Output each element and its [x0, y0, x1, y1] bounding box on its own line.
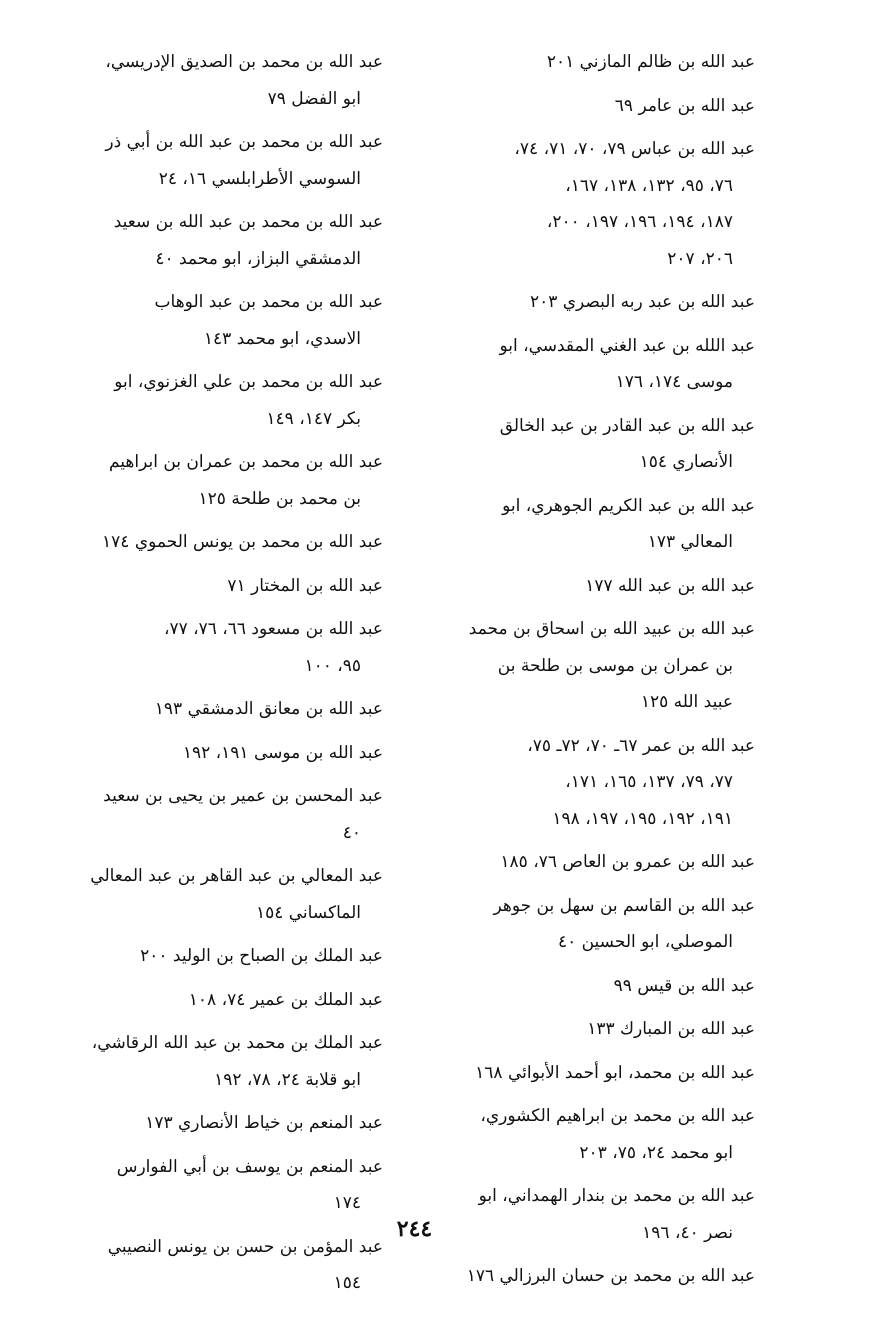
index-entry [73, 1025, 383, 1098]
entry-line: عبد الله بن محمد بن عمران بن ابراهيم [108, 452, 383, 472]
entry-line: عبد الله بن عبيد الله بن اسحاق بن محمد [468, 619, 755, 639]
entry-line: عبد الله بن عمرو بن العاص ٧٦، ١٨٥ [500, 852, 755, 872]
entry-line: عبد الله بن عامر ٦٩ [614, 95, 755, 116]
entry-line: عبد الله بن موسى ١٩١، ١٩٢ [182, 742, 383, 763]
entry-line: عبد الله بن محمد بن بندار الهمداني، ابو [478, 1186, 755, 1206]
index-entry [73, 691, 383, 728]
index-entry [435, 131, 755, 277]
index-entry [73, 44, 383, 117]
index-entry [73, 611, 383, 684]
entry-continuation-line: عبيد الله ١٢٥ [640, 692, 733, 712]
index-entry [435, 1011, 755, 1048]
entry-line: عبد اللله بن عبد الغني المقدسي، ابو [499, 335, 755, 356]
entry-continuation-line: الموصلي، ابو الحسين ٤٠ [557, 932, 733, 952]
entry-line: عبد الله بن المختار ٧١ [227, 575, 383, 596]
entry-line: عبد الله بن عبد الله ١٧٧ [585, 575, 755, 596]
index-entry [435, 284, 755, 321]
entry-continuation-line: ٧٦، ٩٥، ١٣٢، ١٣٨، ١٦٧، [565, 175, 733, 196]
index-entry [73, 735, 383, 772]
entry-continuation-line: ٩٥، ١٠٠ [304, 655, 361, 676]
entry-line: عبد الملك بن الصباح بن الوليد ٢٠٠ [140, 946, 383, 966]
index-entry [73, 938, 383, 975]
entry-continuation-line: ٧٧، ٧٩، ١٣٧، ١٦٥، ١٧١، [565, 772, 733, 792]
entry-continuation-line: موسى ١٧٤، ١٧٦ [615, 372, 733, 392]
entry-line: عبد الله بن معانق الدمشقي ١٩٣ [154, 699, 383, 719]
index-column-left [73, 44, 383, 1309]
entry-line: عبد الله بن القاسم بن سهل بن جوهر [493, 895, 755, 916]
index-entry [435, 611, 755, 721]
index-entry [73, 364, 383, 437]
entry-line: عبد الله بن قيس ٩٩ [613, 975, 755, 996]
entry-line: عبد المنعم بن خياط الأنصاري ١٧٣ [145, 1113, 383, 1133]
entry-continuation-line: ١٨٧، ١٩٤، ١٩٦، ١٩٧، ٢٠٠، [546, 212, 733, 232]
index-entry [435, 328, 755, 401]
entry-continuation-line: بن محمد بن طلحة ١٢٥ [198, 488, 361, 509]
entry-continuation-line: الماكساني ١٥٤ [255, 902, 361, 923]
entry-continuation-line: ٢٠٦، ٢٠٧ [667, 248, 733, 269]
page-number: ٢٤٤ [396, 1216, 433, 1242]
index-entry [73, 778, 383, 851]
index-entry [73, 858, 383, 931]
entry-continuation-line: ابو محمد ٢٤، ٧٥، ٢٠٣ [579, 1142, 733, 1163]
entry-line: عبد الله بن ظالم المازني ٢٠١ [546, 52, 755, 72]
entry-line: عبد الله بن محمد بن عبد الله بن أبي ذر [105, 132, 383, 152]
entry-continuation-line: الأنصاري ١٥٤ [639, 452, 733, 472]
index-entry [435, 844, 755, 881]
entry-continuation-line: نصر ٤٠، ١٩٦ [642, 1222, 733, 1243]
entry-line: عبد الله بن محمد بن حسان البرزالي ١٧٦ [466, 1266, 755, 1286]
entry-line: عبد المؤمن بن حسن بن يونس النصيبي [107, 1236, 383, 1257]
index-entry [435, 88, 755, 125]
index-entry [73, 284, 383, 357]
entry-continuation-line: الدمشقي البزاز، ابو محمد ٤٠ [155, 248, 361, 269]
entry-line: عبد الله بن عمر ٦٧ـ ٧٠، ٧٢ـ ٧٥، [527, 735, 755, 756]
index-entry [435, 568, 755, 605]
entry-continuation-line: بكر ١٤٧، ١٤٩ [266, 408, 361, 429]
entry-line: عبد الله بن المبارك ١٣٣ [587, 1019, 755, 1039]
entry-line: عبد الله بن عبد الكريم الجوهري، ابو [502, 495, 755, 516]
index-entry [435, 408, 755, 481]
index-entry [73, 982, 383, 1019]
index-entry [435, 44, 755, 81]
index-entry [73, 204, 383, 277]
entry-continuation-line: ٤٠ [342, 822, 361, 843]
index-entry [435, 968, 755, 1005]
index-entry [73, 444, 383, 517]
entry-line: عبد الله بن محمد بن عبد الله بن سعيد [113, 212, 383, 232]
entry-line: عبد الله بن محمد بن الصديق الإدريسي، [105, 52, 383, 72]
entry-line: عبد الله بن محمد بن عبد الوهاب [154, 292, 383, 312]
entry-continuation-line: الاسدي، ابو محمد ١٤٣ [203, 328, 361, 349]
index-entry [73, 568, 383, 605]
index-entry [435, 728, 755, 838]
entry-continuation-line: ابو الفضل ٧٩ [267, 88, 361, 109]
index-entry [73, 524, 383, 561]
entry-line: عبد الملك بن عمير ٧٤، ١٠٨ [188, 989, 383, 1010]
entry-line: عبد الله بن محمد بن ابراهيم الكشوري، [480, 1106, 755, 1126]
entry-line: عبد المحسن بن عمير بن يحيى بن سعيد [103, 786, 383, 806]
entry-continuation-line: السوسي الأطرابلسي ١٦، ٢٤ [158, 168, 361, 189]
entry-continuation-line: بن عمران بن موسى بن طلحة بن [497, 655, 733, 676]
index-entry [435, 488, 755, 561]
entry-continuation-line: ١٥٤ [333, 1273, 361, 1293]
entry-line: عبد المعالي بن عبد القاهر بن عبد المعالي [90, 866, 383, 886]
entry-line: عبد الله بن محمد بن يونس الحموي ١٧٤ [102, 532, 383, 552]
entry-line: عبد المنعم بن يوسف بن أبي الفوارس [116, 1156, 383, 1177]
entry-continuation-line: ابو قلابة ٢٤، ٧٨، ١٩٢ [214, 1069, 361, 1090]
entry-line: عبد الله بن مسعود ٦٦، ٧٦، ٧٧، [163, 619, 383, 639]
index-entry [435, 888, 755, 961]
index-entry [435, 1258, 755, 1295]
entry-line: عبد الله بن عباس ٧٩، ٧٠، ٧١، ٧٤، [514, 139, 755, 159]
entry-line: عبد الله بن عبد ربه البصري ٢٠٣ [529, 292, 755, 312]
index-entry [435, 1098, 755, 1171]
entry-line: عبد الله بن محمد بن علي الغزنوي، ابو [114, 372, 383, 392]
entry-line: عبد الله بن محمد، ابو أحمد الأبوائي ١٦٨ [475, 1062, 755, 1083]
index-entry [435, 1055, 755, 1092]
index-entry [73, 1149, 383, 1222]
entry-line: عبد الله بن عبد القادر بن عبد الخالق [499, 415, 755, 436]
entry-line: عبد الملك بن محمد بن عبد الله الرقاشي، [91, 1033, 383, 1053]
entry-continuation-line: ١٩١، ١٩٢، ١٩٥، ١٩٧، ١٩٨ [552, 808, 733, 829]
index-column-right [435, 44, 755, 1302]
index-entry [73, 1105, 383, 1142]
entry-continuation-line: ١٧٤ [333, 1193, 361, 1213]
index-entry [73, 124, 383, 197]
entry-continuation-line: المعالي ١٧٣ [647, 532, 733, 552]
